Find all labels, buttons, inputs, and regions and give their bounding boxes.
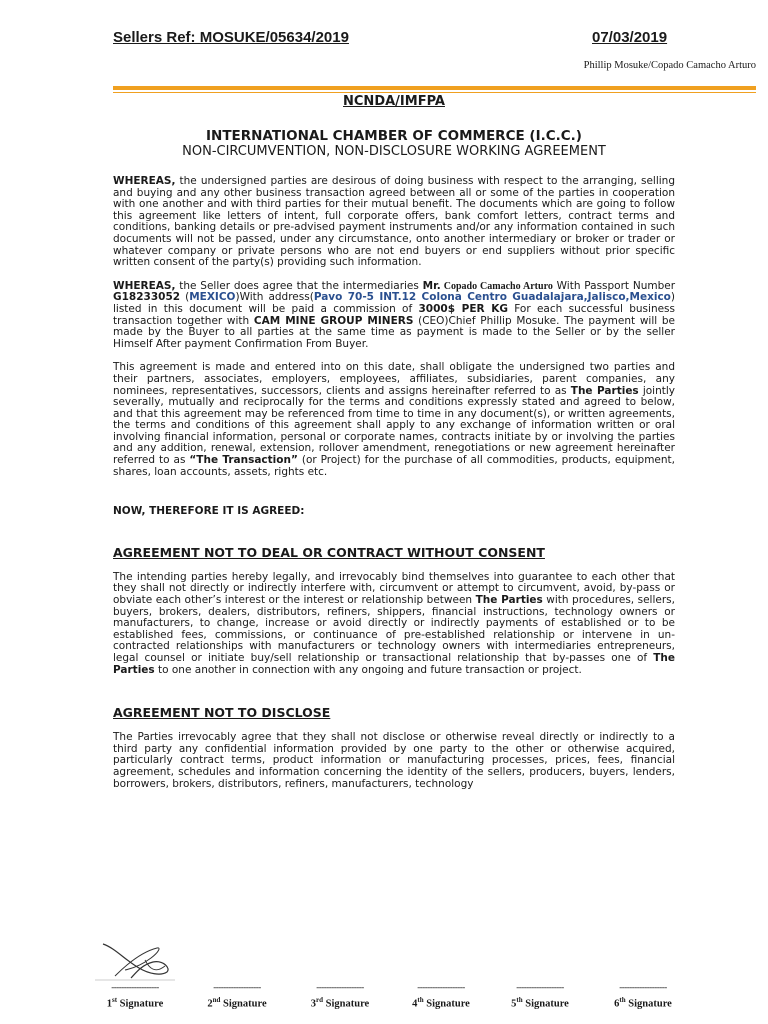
whereas-lead: WHEREAS, [113, 175, 176, 187]
document-body [113, 94, 675, 790]
passport-number: G18233052 [113, 291, 181, 304]
signature-slot-3: ------------------- 3rd Signature [310, 982, 370, 1010]
header-rule-thin [113, 92, 756, 93]
signature-slot-5: ------------------- 5th Signature [511, 982, 569, 1010]
commission: 3000$ PER KG [418, 302, 508, 315]
signature-slot-4: ------------------- 4th Signature [412, 982, 470, 1010]
agreement-subtitle: NON-CIRCUMVENTION, NON-DISCLOSURE WORKING AGREEMENT [182, 144, 606, 159]
section-not-disclose-text: The Parties irrevocably agree that they shall not disclose or otherwise reveal directly or indirectly to a third party any confidential information provided by one party to the other or otherwise acquired, particularly contract terms, product information or manufacturing processes, prices, fees, financial agreement, schedules and information concerning the identity of the sellers, producers, buyers, lenders, borrowers, brokers, distributors, refiners, manufacturers, technology [113, 731, 675, 790]
header-rule [113, 86, 756, 90]
section-heading-no-deal: AGREEMENT NOT TO DEAL OR CONTRACT WITHOUT CONSENT [113, 544, 545, 560]
handwritten-signature [95, 938, 175, 982]
company-name: CAM MINE GROUP MINERS [253, 314, 414, 327]
whereas-paragraph-2: WHEREAS, the Seller does agree that the intermediaries Mr. Copado Camacho Arturo With Passport Number G18233052 (MEXICO)With address(Pavo 70-5 INT.12 Colona Centro Guadalajara,Jalisco,Mexico) listed in this document will be paid a commission of 3000$ PER KG For each successful business transaction together with CAM MINE GROUP MINERS (CEO)Chief Phillip Mosuke. The payment will be made by the Buyer to all parties at the same time as payment is made to the Seller or by the seller Himself After payment Confirmation From Buyer. [113, 279, 676, 350]
sellers-reference: Sellers Ref: MOSUKE/05634/2019 [113, 29, 349, 46]
icc-title: INTERNATIONAL CHAMBER OF COMMERCE (I.C.C.) [206, 128, 582, 144]
signature-slot-1: ------------------- 1st Signature [106, 982, 164, 1010]
document-title: NCNDA/IMFPA [343, 94, 445, 109]
whereas-lead: WHEREAS, [113, 279, 176, 292]
signature-row [90, 982, 690, 1012]
section-no-deal-text: The intending parties hereby legally, and irrevocably bind themselves into guarantee to each other that they shall not directly or indirectly interfere with, circumvent or attempt to circumvent, avoid, by-pass or obviate each other’s interest or the interest or relationship between The Parties with procedures, sellers, buyers, brokers, dealers, distributors, refiners, shippers, financial instructions, technology owners or manufacturers, to change, increase or avoid directly or indirectly payments of established or to be established fees, commissions, or continuance of pre-established relationship or intervene in un-contracted relationships with manufacturers or technology owners with intermediaries entrepreneurs, legal counsel or initiate buy/sell relationship or transactional relationship that by-passes one of The Parties to one another in connection with any ongoing and future transaction or project. [113, 570, 675, 676]
agreed-statement: NOW, THEREFORE IT IS AGREED: [113, 505, 305, 518]
country: MEXICO [189, 291, 236, 304]
signature-slot-2: ------------------- 2nd Signature [207, 982, 267, 1010]
intermediary-name: Copado Camacho Arturo [440, 280, 553, 292]
signature-slot-6: ------------------- 6th Signature [614, 982, 672, 1010]
agreement-paragraph: This agreement is made and entered into on this date, shall obligate the undersigned two parties and their partners, associates, employers, employees, affiliates, subsidiaries, parent companies, any nominees, representatives, successors, clients and assigns hereinafter referred to as The Parties jointly severally, mutually and reciprocally for the terms and conditions expressly stated and agreed to below, and that this agreement may be referenced from time to time in any document(s), or written agreements, the terms and conditions of this agreement shall apply to any exchange of information written or oral involving financial information, personal or corporate names, contracts initiate by or involving the parties and any addition, renewal, extension, rollover amendment, renegotiations or new agreement hereinafter referred to as “The Transaction” (or Project) for the purchase of all commodities, products, equipment, shares, loan accounts, assets, rights etc. [113, 361, 675, 478]
document-date: 07/03/2019 [592, 29, 668, 46]
section-heading-not-disclose: AGREEMENT NOT TO DISCLOSE [113, 705, 331, 721]
address: Pavo 70-5 INT.12 Colona Centro Guadalajara,Jalisco,Mexico [313, 291, 671, 304]
whereas-paragraph-1: WHEREAS, the undersigned parties are desirous of doing business with respect to the arranging, selling and buying and any other business transaction agreed between all or some of the parties in cooperation with one another and with third parties for their mutual benefit. The documents which are going to follow this agreement like letters of intent, full corporate offers, bank comfort letters, contract terms and conditions, banking details or pre-advised payment instruments and/or any information contained in such documents will not be passed, under any circumstance, onto another intermediary or broker or trader or whatever company or private persons who are not end buyers or end suppliers without prior specific written consent of the party(s) providing such information. [113, 175, 675, 269]
parties-names: Phillip Mosuke/Copado Camacho Arturo [583, 60, 756, 71]
